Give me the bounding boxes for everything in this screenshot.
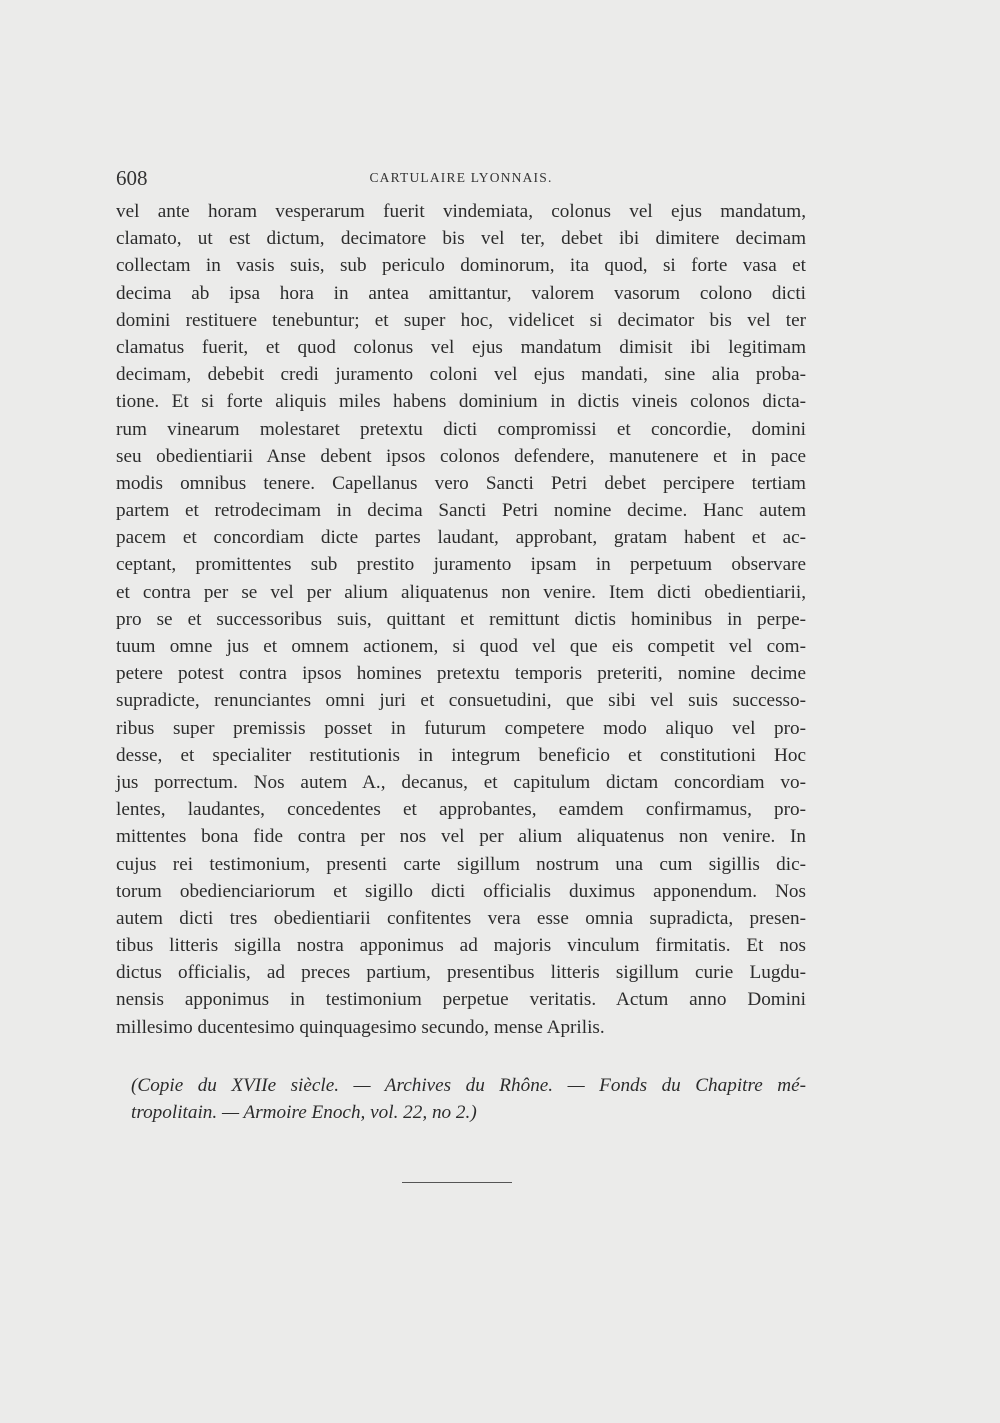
running-head xyxy=(116,166,806,196)
source-citation xyxy=(131,1072,806,1126)
charter-text xyxy=(116,198,806,1041)
running-title: CARTULAIRE LYONNAIS. xyxy=(369,170,553,185)
text-line: seu obedientiarii Anse debent ipsos colonos defendere, manutenere et in pace xyxy=(116,445,806,467)
text-line: clamatus fuerit, et quod colonus vel ejus mandatum dimisit ibi legitimam xyxy=(116,336,806,358)
citation-line: tropolitain. — Armoire Enoch, vol. 22, no 2.) xyxy=(131,1102,477,1124)
text-line: rum vinearum molestaret pretextu dicti compromissi et concordie, domini xyxy=(116,418,806,440)
text-line: mittentes bona fide contra per nos vel per alium aliquatenus non venire. In xyxy=(116,826,806,848)
text-line: jus porrectum. Nos autem A., decanus, et capitulum dictam concordiam vo- xyxy=(116,771,806,793)
text-line: supradicte, renunciantes omni juri et consuetudini, que sibi vel suis successo- xyxy=(116,690,806,712)
text-line: clamato, ut est dictum, decimatore bis vel ter, debet ibi dimitere decimam xyxy=(116,228,806,250)
citation-line: (Copie du XVIIe siècle. — Archives du Rhône. — Fonds du Chapitre mé- xyxy=(131,1075,806,1096)
text-line: cujus rei testimonium, presenti carte sigillum nostrum una cum sigillis dic- xyxy=(116,853,806,875)
text-line: ceptant, promittentes sub prestito juramento ipsam in perpetuum observare xyxy=(116,554,806,576)
text-line: tuum omne jus et omnem actionem, si quod vel que eis competit vel com- xyxy=(116,636,806,657)
text-line: pacem et concordiam dicte partes laudant, approbant, gratam habent et ac- xyxy=(116,527,806,549)
text-line: collectam in vasis suis, sub periculo dominorum, ita quod, si forte vasa et xyxy=(116,255,806,277)
text-line: dictus officialis, ad preces partium, presentibus litteris sigillum curie Lugdu- xyxy=(116,962,806,984)
text-line: partem et retrodecimam in decima Sancti Petri nomine decime. Hanc autem xyxy=(116,500,806,522)
text-line: domini restituere tenebuntur; et super hoc, videlicet si decimator bis vel ter xyxy=(116,309,806,331)
text-line: tione. Et si forte aliquis miles habens dominium in dictis vineis colonos dicta- xyxy=(116,391,806,413)
text-line: desse, et specialiter restitutionis in integrum beneficio et constitutioni Hoc xyxy=(116,744,806,766)
text-line: pro se et successoribus suis, quittant et remittunt dictis hominibus in perpe- xyxy=(116,608,806,630)
text-line: lentes, laudantes, concedentes et approbantes, eamdem confirmamus, pro- xyxy=(116,799,806,821)
text-line: millesimo ducentesimo quinquagesimo secundo, mense Aprilis. xyxy=(116,1016,605,1038)
text-line: tibus litteris sigilla nostra apponimus ad majoris vinculum firmitatis. Et nos xyxy=(116,935,806,957)
section-rule xyxy=(402,1182,512,1183)
text-line: petere potest contra ipsos homines pretextu temporis preteriti, nomine decime xyxy=(116,663,806,685)
text-line: et contra per se vel per alium aliquatenus non venire. Item dicti obedientiarii, xyxy=(116,581,806,603)
text-line: vel ante horam vesperarum fuerit vindemiata, colonus vel ejus mandatum, xyxy=(116,201,806,222)
text-line: decima ab ipsa hora in antea amittantur, valorem vasorum colono dicti xyxy=(116,282,806,304)
text-line: torum obedienciariorum et sigillo dicti officialis duximus apponendum. Nos xyxy=(116,880,806,902)
text-line: ribus super premissis posset in futurum competere modo aliquo vel pro- xyxy=(116,717,806,739)
text-line: autem dicti tres obedientiarii confitentes vera esse omnia supradicta, presen- xyxy=(116,907,806,929)
text-line: decimam, debebit credi juramento coloni vel ejus mandati, sine alia proba- xyxy=(116,364,806,386)
page-number: 608 xyxy=(116,166,148,190)
text-line: nensis apponimus in testimonium perpetue veritatis. Actum anno Domini xyxy=(116,989,806,1011)
text-line: modis omnibus tenere. Capellanus vero Sancti Petri debet percipere tertiam xyxy=(116,472,806,494)
